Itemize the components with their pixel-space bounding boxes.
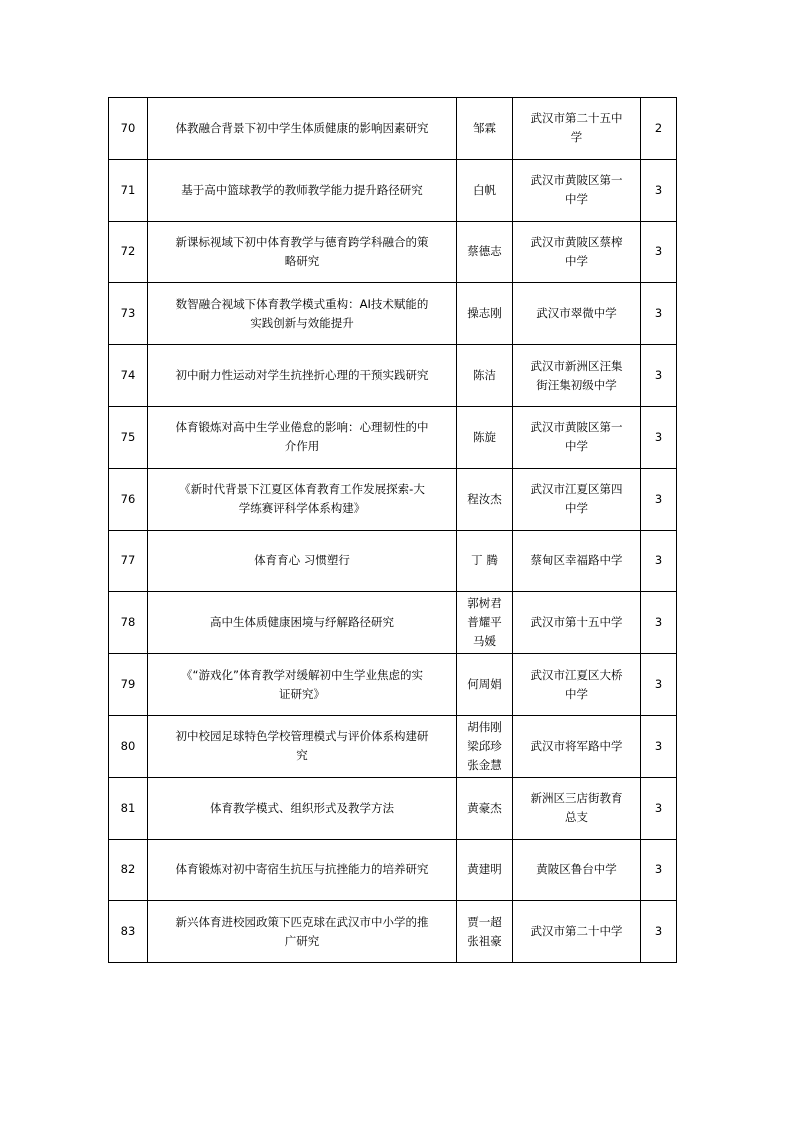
project-title	[148, 715, 457, 777]
work-unit	[513, 345, 641, 407]
work-unit	[513, 654, 641, 716]
row-number: 76	[109, 468, 148, 530]
work-unit	[513, 406, 641, 468]
table-row	[109, 715, 677, 777]
work-unit-line: 武汉市新洲区汪集	[530, 358, 623, 373]
table-row	[109, 468, 677, 530]
project-title-line: 初中校园足球特色学校管理模式与评价体系构建研	[175, 729, 429, 744]
work-unit	[513, 592, 641, 654]
table-row	[109, 654, 677, 716]
project-title-line: 《“游戏化”体育教学对缓解初中生学业焦虑的实	[181, 667, 423, 682]
work-unit-line: 武汉市第十五中学	[530, 615, 623, 630]
project-title-line: 究	[296, 748, 308, 763]
author-names	[457, 406, 513, 468]
award-grade: 3	[641, 159, 677, 221]
table-row	[109, 901, 677, 963]
table-row	[109, 221, 677, 283]
row-number: 70	[109, 98, 148, 160]
project-title-line: 体育教学模式、组织形式及教学方法	[210, 800, 394, 815]
work-unit-line: 中学	[565, 192, 588, 207]
author-names	[457, 592, 513, 654]
project-title	[148, 283, 457, 345]
work-unit-line: 武汉市黄陂区蔡榨	[530, 234, 623, 249]
award-grade: 2	[641, 98, 677, 160]
author-names	[457, 901, 513, 963]
author-names-line: 郭树君	[467, 596, 502, 611]
project-title-line: 体教融合背景下初中学生体质健康的影响因素研究	[175, 120, 429, 135]
author-names-line: 张祖豪	[467, 933, 502, 948]
award-grade: 3	[641, 592, 677, 654]
row-number: 80	[109, 715, 148, 777]
work-unit-line: 中学	[565, 686, 588, 701]
award-grade: 3	[641, 406, 677, 468]
row-number: 71	[109, 159, 148, 221]
project-title	[148, 98, 457, 160]
work-unit	[513, 221, 641, 283]
author-names	[457, 715, 513, 777]
project-title-line: 证研究》	[279, 686, 325, 701]
author-names-line: 蔡德志	[467, 244, 502, 259]
project-title	[148, 777, 457, 839]
award-grade: 3	[641, 221, 677, 283]
award-grade: 3	[641, 654, 677, 716]
project-title-line: 新兴体育进校园政策下匹克球在武汉市中小学的推	[175, 914, 429, 929]
author-names-line: 黄豪杰	[467, 800, 502, 815]
project-title	[148, 345, 457, 407]
award-grade: 3	[641, 839, 677, 901]
project-title	[148, 221, 457, 283]
work-unit	[513, 715, 641, 777]
work-unit-line: 中学	[565, 501, 588, 516]
author-names-line: 程汝杰	[467, 491, 502, 506]
work-unit-line: 新洲区三店街教育	[530, 791, 623, 806]
work-unit	[513, 839, 641, 901]
work-unit-line: 武汉市黄陂区第一	[530, 173, 623, 188]
award-grade: 3	[641, 345, 677, 407]
work-unit-line: 蔡甸区幸福路中学	[530, 553, 623, 568]
work-unit-line: 武汉市江夏区大桥	[530, 667, 623, 682]
table-row	[109, 839, 677, 901]
author-names	[457, 654, 513, 716]
work-unit	[513, 283, 641, 345]
project-title-line: 略研究	[284, 253, 320, 268]
project-title-line: 体育育心 习惯塑行	[254, 553, 350, 568]
project-title	[148, 839, 457, 901]
table-row	[109, 530, 677, 592]
project-title	[148, 654, 457, 716]
author-names	[457, 468, 513, 530]
author-names	[457, 777, 513, 839]
project-title	[148, 592, 457, 654]
row-number: 83	[109, 901, 148, 963]
award-grade: 3	[641, 777, 677, 839]
author-names-line: 梁邱珍	[467, 738, 502, 753]
work-unit-line: 武汉市江夏区第四	[530, 482, 623, 497]
row-number: 75	[109, 406, 148, 468]
work-unit-line: 中学	[565, 253, 588, 268]
work-unit-line: 中学	[565, 439, 588, 454]
project-title-line: 高中生体质健康困境与纾解路径研究	[210, 615, 394, 630]
row-number: 74	[109, 345, 148, 407]
row-number: 81	[109, 777, 148, 839]
author-names	[457, 221, 513, 283]
author-names	[457, 839, 513, 901]
work-unit	[513, 98, 641, 160]
row-number: 72	[109, 221, 148, 283]
project-title-line: 学练赛评科学体系构建》	[238, 501, 366, 516]
work-unit	[513, 468, 641, 530]
work-unit	[513, 159, 641, 221]
author-names-line: 丁 腾	[471, 553, 498, 568]
table-row	[109, 98, 677, 160]
work-unit	[513, 901, 641, 963]
project-title-line: 数智融合视域下体育教学模式重构：AI技术赋能的	[175, 296, 429, 311]
author-names	[457, 159, 513, 221]
results-table	[108, 97, 677, 963]
table-row	[109, 592, 677, 654]
author-names	[457, 283, 513, 345]
work-unit	[513, 777, 641, 839]
project-title-line: 基于高中篮球教学的教师教学能力提升路径研究	[181, 182, 423, 197]
work-unit-line: 武汉市翠微中学	[536, 306, 617, 321]
author-names-line: 普耀平	[467, 615, 502, 630]
row-number: 78	[109, 592, 148, 654]
project-title	[148, 530, 457, 592]
author-names-line: 操志刚	[467, 306, 502, 321]
award-grade: 3	[641, 283, 677, 345]
author-names-line: 黄建明	[467, 862, 502, 877]
author-names-line: 贾一超	[467, 914, 502, 929]
table-body	[109, 98, 677, 963]
author-names	[457, 345, 513, 407]
award-grade: 3	[641, 530, 677, 592]
work-unit	[513, 530, 641, 592]
author-names-line: 何周娟	[467, 677, 502, 692]
work-unit-line: 黄陂区鲁台中学	[536, 862, 617, 877]
table-row	[109, 283, 677, 345]
project-title-line: 介作用	[284, 439, 320, 454]
row-number: 79	[109, 654, 148, 716]
author-names	[457, 530, 513, 592]
author-names-line: 张金慧	[467, 757, 502, 772]
project-title	[148, 468, 457, 530]
work-unit-line: 街汪集初级中学	[536, 377, 617, 392]
row-number: 73	[109, 283, 148, 345]
author-names-line: 马媛	[473, 634, 496, 649]
project-title	[148, 406, 457, 468]
author-names-line: 陈洁	[473, 368, 496, 383]
project-title-line: 广研究	[284, 933, 320, 948]
award-grade: 3	[641, 468, 677, 530]
author-names-line: 邹霖	[473, 120, 496, 135]
author-names-line: 胡伟刚	[467, 719, 502, 734]
project-title-line: 《新时代背景下江夏区体育教育工作发展探索-大	[179, 482, 425, 497]
table-row	[109, 777, 677, 839]
project-title-line: 初中耐力性运动对学生抗挫折心理的干预实践研究	[175, 368, 429, 383]
author-names-line: 白帆	[473, 182, 496, 197]
project-title	[148, 901, 457, 963]
project-title	[148, 159, 457, 221]
project-title-line: 体育锻炼对初中寄宿生抗压与抗挫能力的培养研究	[175, 862, 429, 877]
work-unit-line: 武汉市第二十中学	[530, 924, 623, 939]
row-number: 77	[109, 530, 148, 592]
project-title-line: 实践创新与效能提升	[250, 315, 354, 330]
project-title-line: 新课标视域下初中体育教学与德育跨学科融合的策	[175, 234, 429, 249]
table-row	[109, 159, 677, 221]
work-unit-line: 总支	[565, 810, 588, 825]
work-unit-line: 学	[570, 130, 583, 145]
work-unit-line: 武汉市黄陂区第一	[530, 420, 623, 435]
award-grade: 3	[641, 901, 677, 963]
row-number: 82	[109, 839, 148, 901]
work-unit-line: 武汉市将军路中学	[530, 738, 623, 753]
award-grade: 3	[641, 715, 677, 777]
author-names-line: 陈旋	[473, 429, 496, 444]
work-unit-line: 武汉市第二十五中	[530, 111, 623, 126]
table-row	[109, 345, 677, 407]
author-names	[457, 98, 513, 160]
project-title-line: 体育锻炼对高中生学业倦怠的影响：心理韧性的中	[175, 420, 429, 435]
table-row	[109, 406, 677, 468]
